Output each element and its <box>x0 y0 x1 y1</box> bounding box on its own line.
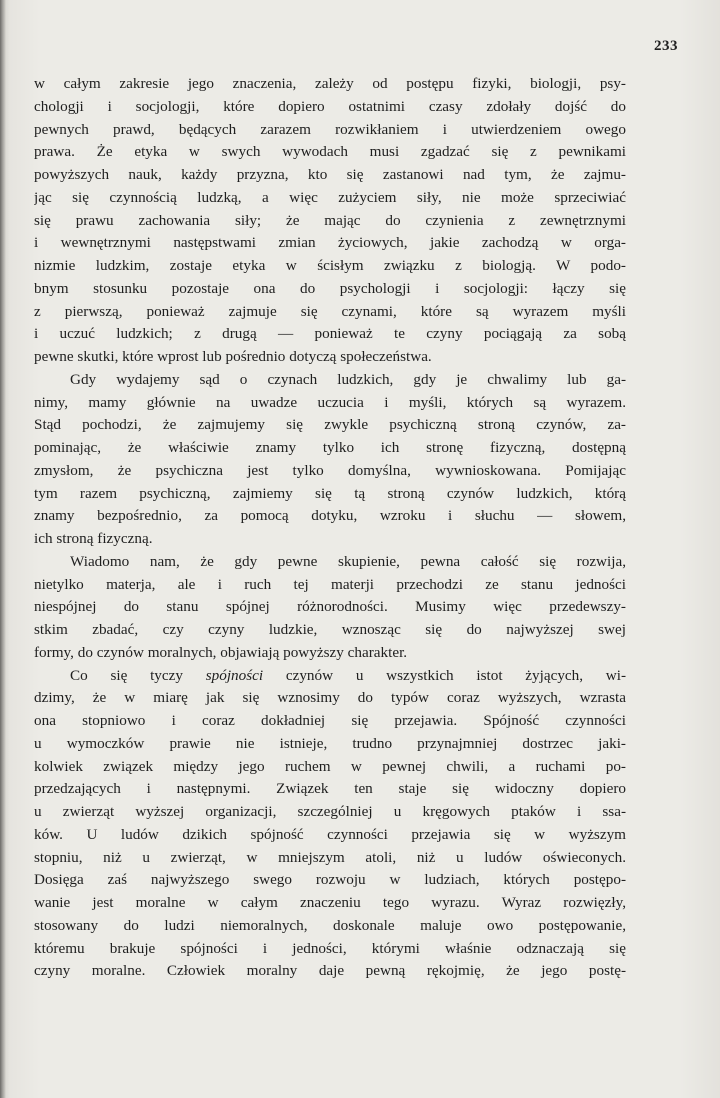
text-line: stosowany do ludzi niemoralnych, doskonale maluje owo postępowanie, <box>34 916 626 934</box>
text-line: jąc się czynnością ludzką, a więc zużyciem siły, nie może sprzeciwiać <box>34 188 626 206</box>
text-line: bnym stosunku pozostaje ona do psychologji i socjologji: łączy się <box>34 279 626 297</box>
text-line: i wewnętrznymi następstwami zmian życiowych, jakie zachodzą w orga- <box>34 234 626 252</box>
text-line: u wymoczków prawie nie istnieje, trudno przynajmniej dostrzec jaki- <box>34 734 626 752</box>
italic-word: spójności <box>205 666 264 684</box>
text-line: formy, do czynów moralnych, objawiają powyższy charakter. <box>34 643 408 661</box>
text-line: stkim zbadać, czy czyny ludzkie, wznosząc się do najwyższej swej <box>34 621 626 638</box>
text-line: Wiadomo nam, że gdy pewne skupienie, pewna całość się rozwija, <box>70 552 626 570</box>
text-line: nimy, mamy głównie na uwadze uczucia i myśli, których są wyrazem. <box>34 393 626 411</box>
paragraph-2 <box>34 369 626 551</box>
text-line: dzimy, że w miarę jak się wznosimy do typów coraz wyższych, wzrasta <box>34 689 626 707</box>
text-line: się prawu zachowania siły; że mając do czynienia z zewnętrznymi <box>34 211 626 229</box>
text-line: wanie jest moralne w całym znaczeniu tego wyrazu. Wyraz rozwięzły, <box>34 894 626 911</box>
text-line: Gdy wydajemy sąd o czynach ludzkich, gdy je chwalimy lub ga- <box>70 370 626 388</box>
text-line: tym razem psychiczną, zajmiemy się tą stroną czynów ludzkich, którą <box>34 484 626 502</box>
text-line: Stąd pochodzi, że zajmujemy się zwykle psychiczną stroną czynów, za- <box>34 416 626 434</box>
text-line: ich stroną fizyczną. <box>34 530 153 547</box>
text-line-with-italic <box>34 665 626 688</box>
text-line: prawa. Że etyka w swych wywodach musi zgadzać się z pewnikami <box>34 143 626 161</box>
text-line: pewnych prawd, będących zarazem rozwikłaniem i utwierdzeniem owego <box>34 120 626 138</box>
text-line: Dosięga zaś najwyższego swego rozwoju w ludziach, których postępo- <box>34 871 626 889</box>
text-line: z pierwszą, ponieważ zajmuje się czynami, które są wyrazem myśli <box>34 302 626 320</box>
body-text <box>34 73 626 983</box>
page-number: 233 <box>654 38 678 54</box>
text-line: u zwierząt wyższej organizacji, szczególniej u kręgowych ptaków i ssa- <box>34 803 626 820</box>
text-line: niespójnej do stanu spójnej różnorodności. Musimy więc przedewszy- <box>34 598 626 616</box>
text-line: znamy bezpośrednio, za pomocą dotyku, wzroku i słuchu — słowem, <box>34 507 626 525</box>
text-line: zmysłom, że psychiczna jest tylko domyślna, wywnioskowana. Pomijając <box>34 461 626 479</box>
text-line: nietylko materja, ale i ruch tej materji przechodzi ze stanu jedności <box>34 575 626 593</box>
text-line: kolwiek związek między jego ruchem w pewnej chwili, a ruchami po- <box>34 757 626 775</box>
text-line: pominając, że właściwie znamy tylko ich stronę fizyczną, dostępną <box>34 439 626 456</box>
paragraph-4 <box>34 665 626 984</box>
text-line: ków. U ludów dzikich spójność czynności przejawia się w wyższym <box>34 825 626 843</box>
binding-edge <box>0 0 6 1098</box>
text-line: i uczuć ludzkich; z drugą — ponieważ te czyny pociągają za sobą <box>34 325 626 343</box>
text-fragment: Co się tyczy <box>70 666 183 684</box>
text-line: przedzających i następnymi. Związek ten staje się widoczny dopiero <box>34 780 626 798</box>
paragraph-3 <box>34 551 626 665</box>
paragraph-1 <box>34 73 626 369</box>
text-line: pewne skutki, które wprost lub pośrednio dotyczą społeczeństwa. <box>34 348 432 365</box>
text-line: któremu brakuje spójności i jedności, którymi właśnie odznaczają się <box>34 939 626 957</box>
text-line: czyny moralne. Człowiek moralny daje pewną rękojmię, że jego postę- <box>34 962 626 980</box>
text-fragment: czynów u wszystkich istot żyjących, wi- <box>285 666 626 684</box>
text-line: w całym zakresie jego znaczenia, zależy od postępu fizyki, biologji, psy- <box>34 75 626 92</box>
text-line: stopniu, niż u zwierząt, w mniejszym atoli, niż u ludów oświeconych. <box>34 848 626 866</box>
text-line: ona stopniowo i coraz dokładniej się przejawia. Spójność czynności <box>34 712 626 729</box>
text-line: chologji i socjologji, które dopiero ostatnimi czasy zdołały dojść do <box>34 97 626 115</box>
text-line: nizmie ludzkim, zostaje etyka w ścisłym związku z biologją. W podo- <box>34 257 626 274</box>
text-line: powyższych nauk, każdy przyzna, kto się zastanowi nad tym, że zajmu- <box>34 166 626 183</box>
